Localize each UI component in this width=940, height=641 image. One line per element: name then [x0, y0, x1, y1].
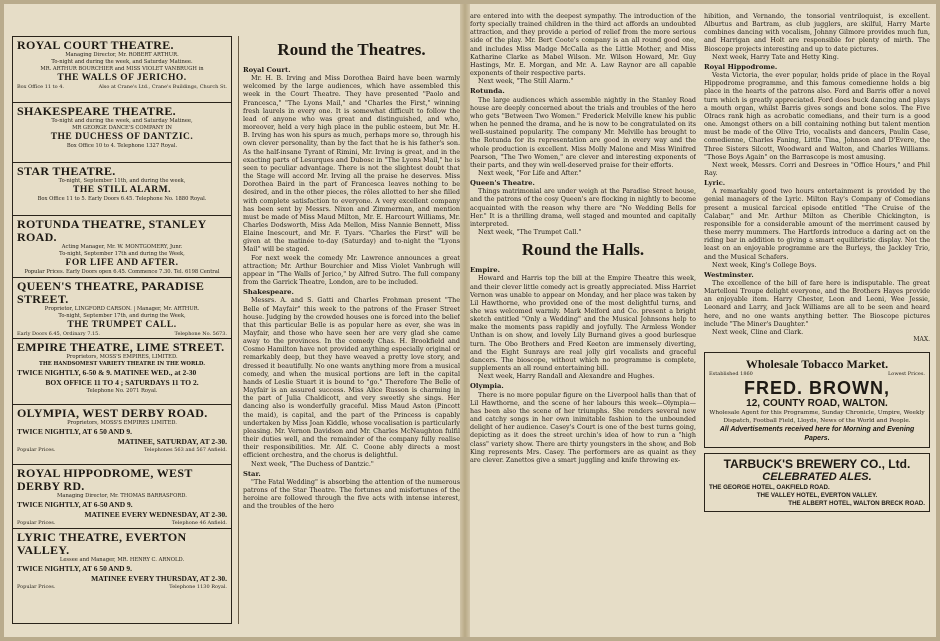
ad-title: EMPIRE THEATRE, LIME STREET.	[17, 340, 225, 354]
ad-foot-left: Popular Prices.	[17, 520, 56, 526]
ad-small-row	[709, 371, 925, 378]
ad-empire	[13, 339, 231, 405]
ad-line: THE HANDSOMEST VARIETY THEATRE IN THE WORLD.	[38, 361, 206, 367]
ad-foot	[17, 447, 227, 454]
article-paragraph: Vesta Victoria, the ever popular, holds pride of place in the Royal Hippodrome programme, and this famous comedienne holds a big place in the hearts of the patrons also. Ford and Barris offer a novel turn which is greatly appreciated. Ford does buck dancing and plays a mouth organ, whilst Barris gives songs and bone solos. The Five Olracs rank high as acrobatic comedians, and their turn is a good one. Amongst others on a bill containing nothing but talent mention must be made of the Olive Trio, vocalists and dancers, Paulin Case, comedienne, Charles Faning, Little Tina, Johnson and D'Evere, the Three Sisters Silcott, Woodward and Walton, and Charles Williams. "Those Boys Again" on the Barrascope is most amusing.	[704, 71, 930, 161]
right-column-1	[470, 12, 696, 624]
ad-title: LYRIC THEATRE, EVERTON VALLEY.	[17, 530, 187, 557]
ad-title: SHAKESPEARE THEATRE.	[17, 104, 176, 118]
ad-foot	[17, 331, 227, 338]
subsection-heading: Empire.	[470, 266, 500, 275]
ad-play: THE DUCHESS OF DANTZIC.	[50, 132, 194, 142]
ad-line: Acting Manager, Mr. W. MONTGOMERY, Junr.	[61, 244, 183, 250]
ad-line: Proprietors, MOSS'S EMPIRES, LIMITED.	[66, 354, 178, 360]
ad-line: MATINEE, SATURDAY, AT 2-30.	[117, 437, 227, 446]
section-heading: Round the Theatres.	[277, 40, 426, 59]
right-column-2	[704, 12, 930, 624]
subsection-heading: Royal Hippodrome.	[704, 62, 778, 71]
ad-foot	[17, 520, 227, 527]
next-week-line: Next week, "The Duchess of Dantzic."	[251, 459, 374, 468]
ad-line: THE VALLEY HOTEL, EVERTON VALLEY.	[756, 492, 878, 500]
ad-line: Proprietor, LINGFORD CARSON. | Manager, Mr. ARTHUR.	[44, 306, 200, 312]
ad-title: ROTUNDA THEATRE, STANLEY ROAD.	[17, 217, 207, 244]
left-page	[12, 12, 460, 624]
ad-royal-hippodrome	[13, 465, 231, 529]
section-heading: Round the Halls.	[521, 240, 645, 260]
article-paragraph: Howard and Harris top the bill at the Empire Theatre this week, and their clever little comedy act is greatly appreciated. Miss Harriet Vernon was unable to appear on Monday, and her place was taken by Lil Hawthorne, who provided one of the most delightful turns, and she was welcomed warmly. Mark Melford and Co. present a bright sketch entitled "Only a Wedding" and the Musical Johnsons help to make the moments pass rapidly and joyfully. The Armless Wonder Unthan is on show, and lovely Lily Burnand gives a good burlesque turn. The Obo Brothers and Fred Keeton are immensely diverting, and the Eight Sunrays are real jolly girl vocalists and graceful dancers. The bioscope, without which no programme is complete, supplements an all round entertaining bill.	[470, 274, 696, 373]
ad-foot-right: Telephone No. 5673.	[174, 331, 227, 337]
right-page	[470, 12, 930, 624]
article-paragraph: There is no more popular figure on the Liverpool halls than that of Lil Hawthorne, and the scene of her labours this week—Olympia—has been also the scene of her triumphs. She renders several new and catchy songs in her own inimitable fashion to the unbounded delight of her audience. Casey's Court is one of the best turns going, depicting as it does the street urchin's idea of how to run a "high class" variety show. There are thirty youngsters in the show, and Bob King represents Mrs. Casey. The performers are as quaint as they are clever. Zanettos give a smart juggling and knife throwing ex-	[470, 390, 696, 464]
ad-title: OLYMPIA, WEST DERBY ROAD.	[17, 406, 208, 420]
ad-line: MATINEE EVERY THURSDAY, AT 2-30.	[91, 574, 227, 583]
ad-line: Proprietors, MOSS'S EMPIRES LIMITED.	[67, 420, 177, 426]
ad-line: To-night and during the week, and Saturday Matinee,	[51, 118, 193, 124]
ad-foot-left: Box Office 11 to 4.	[17, 84, 65, 90]
ad-line: BOX OFFICE 11 TO 4 ; SATURDAYS 11 TO 2.	[45, 378, 199, 387]
ad-line: TWICE NIGHTLY, AT 6-50 AND 9.	[17, 500, 133, 509]
article-paragraph: "The Fatal Wedding" is absorbing the attention of the numerous patrons of the Star Theatre. The fortunes and misfortunes of the heroine are followed through the five acts with intense interest, and the troubles of the hero	[243, 477, 460, 511]
ad-italic-note: All Advertisements received here for Morning and Evening Papers.	[719, 426, 915, 443]
article-paragraph: A remarkably good two hours entertainment is provided by the genial managers of the Lyric. Milton Ray's Company of Comedians present a musical farcical episode entitled "The Cruise of the Calabar," and Mr. Arthur Milton as Cherible Chickington, is responsible for a considerable amount of the merriment caused by these merry mummers. The Hartfords introduce a daring act on the riding bar in addition to giving a smart equilibristic display. Not the least on an enjoyable programme are the Burleys, the Jackley Trio, and the Musical Schafers.	[704, 187, 930, 261]
ad-line: TWICE NIGHTLY, AT 6 50 AND 9.	[17, 427, 133, 436]
subsection-heading: Lyric.	[704, 179, 726, 188]
ad-title: TARBUCK'S BREWERY CO., Ltd.	[723, 457, 911, 472]
ad-line: Managing Director, Mr. ROBERT ARTHUR.	[65, 52, 179, 58]
ad-foot	[17, 84, 227, 91]
ad-foot-left: Early Doors 6.45, Ordinary 7.15.	[17, 331, 100, 337]
ad-subtitle: CELEBRATED ALES.	[762, 471, 872, 484]
article-paragraph: are entered into with the deepest sympathy. The introduction of the forty specially trained children in the third act affords an undoubted attraction, and they provide a period of relief from the more serious side of the play. Mr. Bert Coote's company is an all round good one, and includes Miss Madge McCalla as the Little Mother, and Miss Katharine Clarke as Mabel Wilson. Mr. Wilson Howard, Mr. Guy Hastings, Mr. E. Morgan, and Mr. A. Law Raynor are all capable exponents of their respective parts.	[470, 12, 696, 78]
article-paragraph: Messrs. A. and S. Gatti and Charles Frohman present "The Belle of Mayfair" this week to the patrons of the Fraser Street house. Judging by the crowded houses one is forced into the belief that this particular Belle is as popular here as ever, she was in Mayfair, and those who have seen her are very glad she came away to the provinces. In the comedy Chas. H. Brookfield and Cosmo Hamilton have not provided anything especially original or remarkably deep, but they have weaved a pretty love story, and dressed it beautifully. No one wants anything more from a musical comedy, and when the musical portions are left in the capital hands of Leslie Stuart it is bound to "go." Therefore The Belle of Mayfair is an assured success. Miss Alice Russon is charming in the part of Julia Chaldicott, and very sweetly she sings. Her dancing also is wonderfully graceful. Miss Maud Aston (Pincott the maid), is capital, and the part of the Princess is capably undertaken by Miss Joan Kiddle, whose vocalisation is particularly pleasing. Mr. Vernon Davidson and Mr. Charles McNaughton fulfil their duties well, and the remainder of the company fully realise their responsibilities. Mr. Alf. C. Coone ably directs a most efficient orchestra, and the chorus is delightful.	[243, 296, 460, 460]
subsection-heading: Rotunda.	[470, 87, 505, 96]
ad-note: Wholesale Agent for this Programme, Sunday Chronicle, Umpire, Weekly Dispatch, Football Field, Lloyds, News of the World and People.	[709, 410, 925, 424]
subsection-heading: Shakespeare.	[243, 288, 294, 297]
ad-line: TWICE NIGHTLY, AT 6 50 AND 9.	[17, 564, 133, 573]
ad-rotunda	[13, 216, 231, 278]
ad-play: THE STILL ALARM.	[72, 185, 171, 195]
ad-queens	[13, 278, 231, 339]
ad-line: Managing Director, Mr. THOMAS BARRASFORD.	[57, 493, 187, 499]
ad-shakespeare	[13, 103, 231, 163]
ad-title: ROYAL HIPPODROME, WEST DERBY RD.	[17, 466, 193, 493]
ad-line: Lessee and Manager, MR. HENRY C. ARNOLD.	[59, 557, 185, 563]
magazine-spread	[4, 4, 936, 637]
subsection-heading: Queen's Theatre.	[470, 179, 535, 188]
subsection-heading: Westminster.	[704, 270, 754, 279]
wholesale-tobacco-ad	[704, 352, 930, 448]
article-paragraph: For next week the comedy Mr. Lawrence announces a great attraction; Mr. Arthur Bourchier and Miss Violet Vanbrugh will appear in "The Walls of Jerico," by Alfred Sutro. The full company from the Garrick Theatre, London, are to be included.	[243, 253, 460, 287]
prices-text: Lowest Prices.	[887, 371, 925, 378]
ad-line: TWICE NIGHTLY, 6-50 & 9. MATINEE WED., at 2-30	[17, 368, 197, 377]
ad-star	[13, 163, 231, 216]
ad-line: THE GEORGE HOTEL, OAKFIELD ROAD.	[709, 484, 830, 492]
ad-foot: Telephone No. 2071 Royal.	[86, 388, 158, 394]
ad-olympia	[13, 405, 231, 465]
article-paragraph: Mr. H. B. Irving and Miss Dorothea Baird have been warmly welcomed by the large audiences, which have assembled this week in the Court Theatre. They have presented "Paolo and Francesca," "The Lyons Mail," and "Charles the First," winning fresh laurels in every one. It is somewhat difficult to follow the lead of anyone who was great and distinguished, and who, moreover, held a very high place in the public esteem, but Mr. H. B. Irving has won his spurs as much, perhaps more so, through his own clever personality, than by the fact that he is his father's son. As the half-insane Tyrant of Rimini, Mr. Irving is great, and in the exacting parts of Lesurques and Dubosc in "The Lyons Mail," he is seen to peculiar advantage. There is not the slightest doubt that the Stage will accord Mr. Irving all the praise he deserves. Miss Dorothea Baird in the part of Francesca leaves nothing to be desired, and in the other pieces, the rôles allotted to her she filled with complete satisfaction to everyone. A very excellent company has been sent by Messrs. Nixon and Zimmerman, and mention must be made of Miss Maud Milton, Mr. E. Harcourt Williams, Mr. Charles Dodsworth, Miss Ada Mellon, Miss Nannie Bennett, Miss Elaine Inescourt, and Mr. F. Tyars. "Charles the First" will be given at the matinée to-day (Saturday) and to-night the "Lyons Mail" will be staged.	[243, 74, 460, 254]
page-gutter	[460, 4, 470, 637]
ad-line: THE ALBERT HOTEL, WALTON BRECK ROAD.	[788, 500, 925, 508]
article-paragraph: The large audiences which assemble nightly in the Stanley Road house are deeply concerned about the trials and troubles of the hero who gets "Between Two Women." Frederick Melville knew his public when he penned the drama, and he is now to be congratulated on its well-sustained popularity. The company Mr. Melville has brought to the Rotunda for its representation are good in every way and the whole production is excellent. Miss Molly Malone and Miss Winifred Pearson, "The Two Women," are clever and interesting exponents of their parts, and they win well-deserved praise for their efforts.	[470, 95, 696, 169]
next-week-line: Next week, Cline and Clark.	[712, 327, 804, 336]
ad-line: To-night, September 11th, and during the week,	[58, 178, 186, 184]
ad-foot: Box Office 11 to 5. Early Doors 6.45. Telephone No. 1880 Royal.	[37, 196, 207, 202]
ad-line: To-night, September 17th, and during the Week,	[58, 313, 186, 319]
next-week-line: Next week, King's College Boys.	[712, 260, 817, 269]
ad-foot-right: Telephone 1130 Royal.	[169, 584, 227, 590]
ad-line: MR. ARTHUR BOURCHIER and MISS VIOLET VANBRUGH in	[40, 66, 204, 72]
ad-foot-right: Telephone 46 Anfield.	[171, 520, 227, 526]
ad-foot-right: Telephones 563 and 567 Anfield.	[143, 447, 227, 453]
subsection-heading: Olympia.	[470, 382, 504, 391]
ad-title: STAR THEATRE.	[17, 164, 116, 178]
ad-foot: Box Office 10 to 4. Telephone 1327 Royal.	[66, 143, 178, 149]
next-week-line: Next week, "For Life and After."	[478, 168, 582, 177]
ad-line: MR GEORGE DANCE'S COMPANY IN	[72, 125, 172, 131]
ad-foot-left: Popular Prices.	[17, 447, 56, 453]
ad-foot	[17, 584, 227, 591]
ad-lyric	[13, 529, 231, 619]
next-week-line: Next week, "The Still Alarm."	[478, 77, 574, 86]
article-paragraph: Things matrimonial are under weigh at the Paradise Street house, and the patrons of the cosy Queen's are flocking in nightly to become acquainted with the reason why there are "No Wedding Bells for Her." It is a thrilling drama, well staged and mounted and capitally interpreted.	[470, 187, 696, 228]
ad-line: MATINEE EVERY WEDNESDAY, AT 2-30.	[84, 510, 227, 519]
ad-foot-left: Popular Prices.	[17, 584, 56, 590]
ad-play: THE TRUMPET CALL.	[67, 320, 177, 330]
ad-foot: Popular Prices. Early Doors open 6.45. Commence 7.30. Tel. 6198 Central	[24, 269, 220, 275]
ad-title: Wholesale Tobacco Market.	[745, 357, 889, 372]
subsection-heading: Royal Court.	[243, 66, 291, 74]
ad-address: 12, COUNTY ROAD, WALTON.	[746, 398, 888, 410]
article-paragraph: The excellence of the bill of fare here is indisputable. The great Martelloni Troupe delight everyone, and the Brothers Hayes provide an enjoyable item. Harry Chester, Leon and Leoni, Wee Jessie, Leonard and Larry, and Jack Williams are all to be seen and heard here, and no one wants anything better. The Bioscope pictures include "The Miner's Daughter."	[704, 279, 930, 328]
next-week-line: Next week, "The Trumpet Call."	[478, 228, 582, 237]
ad-play: FOR LIFE AND AFTER.	[65, 258, 179, 268]
ad-merchant-name: FRED. BROWN,	[744, 378, 890, 399]
ad-royal-court	[13, 37, 231, 103]
ad-foot-right: Also at Crane's Ltd., Crane's Buildings, Church St.	[98, 84, 227, 90]
ad-title: ROYAL COURT THEATRE.	[17, 38, 174, 52]
ad-title: QUEEN'S THEATRE, PARADISE STREET.	[17, 279, 205, 306]
ad-line: To-night and during the week, and Saturday Matinee.	[51, 59, 193, 65]
ad-play: THE WALLS OF JERICHO.	[57, 73, 187, 83]
round-the-theatres-column	[238, 36, 460, 624]
subsection-heading: Star.	[243, 469, 261, 478]
established-text: Established 1860	[709, 371, 753, 378]
theatre-ads-column	[12, 36, 232, 624]
article-paragraph: hibition, and Vernando, the tonsorial ventriloquist, is excellent. Alburtus and Bartram, as club jugglers, are skilful, Harry Marte combines dancing with vocalism, Johnny Gilmore provides much fun, and Harrigan and Holt are responsible for plenty of mirth. The Bioscope projects interesting and up to date pictures.	[704, 12, 930, 53]
next-week-line: Next week, Messrs. Corri and Desrees in "Office Hours," and Phil Ray.	[704, 160, 930, 177]
next-week-line: Next week, Harry Tate and Hetty King.	[712, 52, 839, 61]
author-signature: MAX.	[913, 336, 930, 344]
ad-line: To-night, September 17th and during the Week,	[59, 251, 185, 257]
next-week-line: Next week, Harry Randall and Alexandre and Hughes.	[478, 372, 655, 381]
brewery-ad	[704, 453, 930, 512]
